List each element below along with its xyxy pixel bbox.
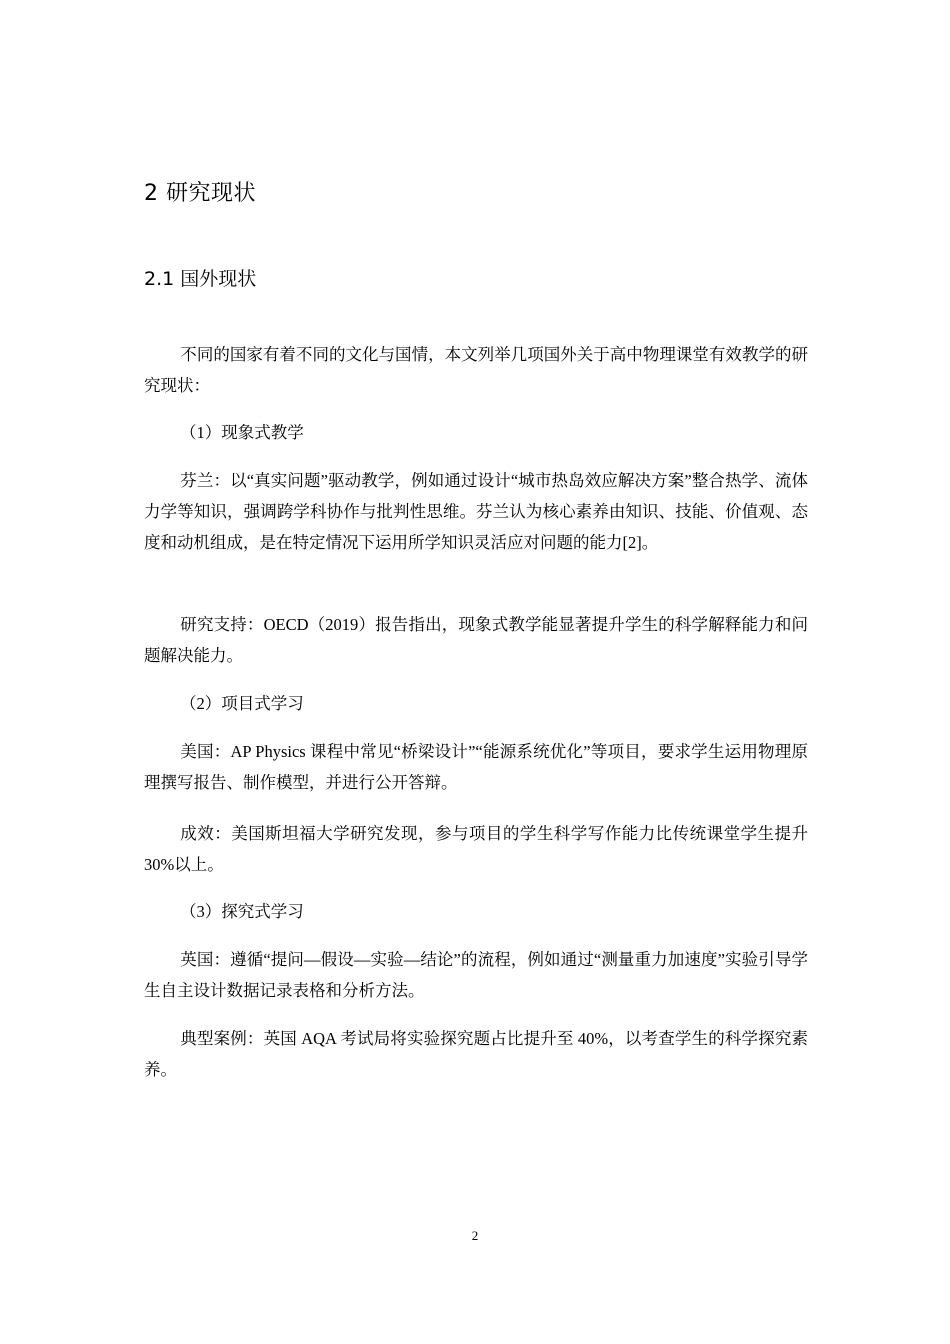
item-heading-2: （2）项目式学习 — [180, 694, 304, 713]
body-paragraph: 美国：AP Physics 课程中常见“桥梁设计”“能源系统优化”等项目，要求学生运用物理原理撰写报告、制作模型，并进行公开答辩。 — [144, 742, 808, 792]
item-heading-3: （3）探究式学习 — [180, 902, 304, 921]
body-paragraph: 芬兰：以“真实问题”驱动教学，例如通过设计“城市热岛效应解决方案”整合热学、流体力学等知识，强调跨学科协作与批判性思维。芬兰认为核心素养由知识、技能、价值观、态度和动机组成，是在特定情况下运用所学知识灵活应对问题的能力[2]。 — [144, 471, 808, 552]
section-heading: 2.1 国外现状 — [144, 268, 257, 290]
body-paragraph: 英国：遵循“提问—假设—实验—结论”的流程，例如通过“测量重力加速度”实验引导学生自主设计数据记录表格和分析方法。 — [144, 950, 808, 1000]
chapter-heading: 2 研究现状 — [144, 181, 256, 206]
body-paragraph: 典型案例：英国 AQA 考试局将实验探究题占比提升至 40%，以考查学生的科学探究素养。 — [144, 1029, 808, 1079]
page-number: 2 — [471, 1228, 479, 1243]
item-heading-1: （1）现象式教学 — [180, 423, 304, 442]
body-paragraph: 研究支持：OECD（2019）报告指出，现象式教学能显著提升学生的科学解释能力和问题解决能力。 — [144, 615, 808, 665]
intro-paragraph: 不同的国家有着不同的文化与国情，本文列举几项国外关于高中物理课堂有效教学的研究现状： — [144, 345, 808, 395]
body-paragraph: 成效：美国斯坦福大学研究发现，参与项目的学生科学写作能力比传统课堂学生提升 30%以上。 — [144, 824, 808, 874]
